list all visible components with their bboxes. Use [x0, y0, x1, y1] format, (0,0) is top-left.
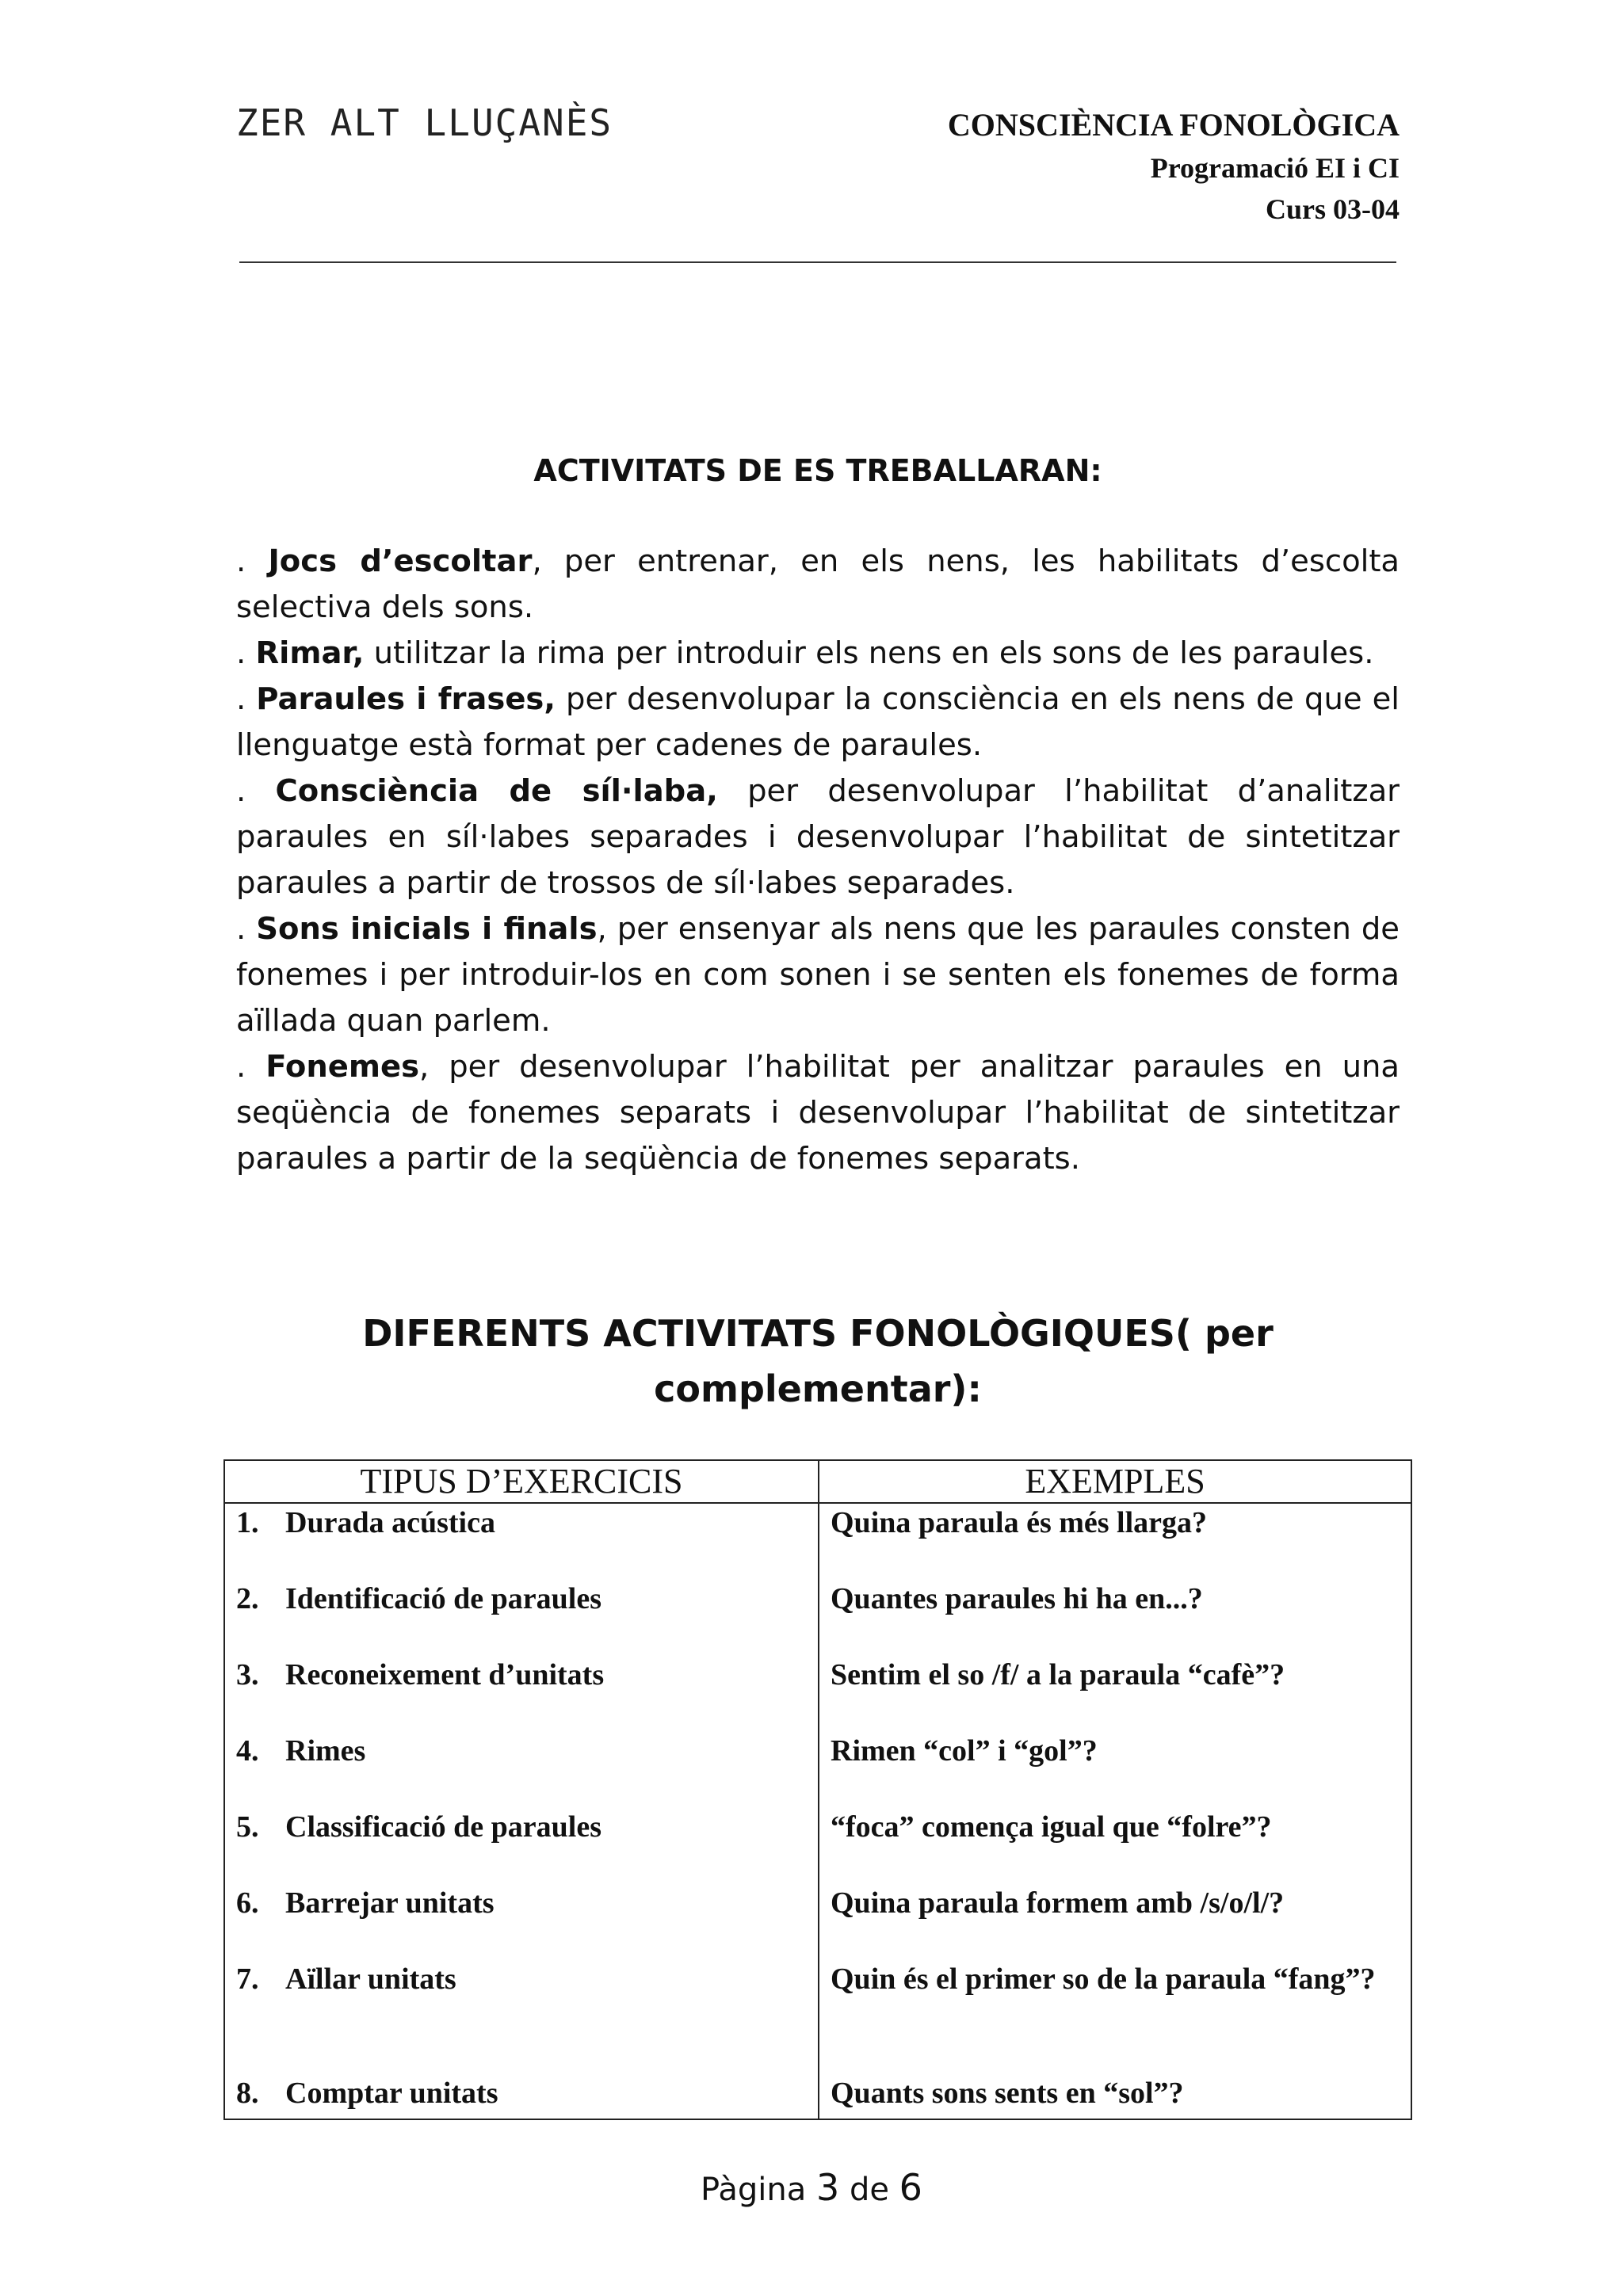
- activity-term: Jocs d’escoltar: [268, 543, 533, 579]
- activity-prefix: .: [236, 773, 276, 809]
- example-cell: Rimen “col” i “gol”?: [819, 1732, 1411, 1808]
- activity-item: [236, 1044, 1400, 1182]
- exercise-type: Classificació de paraules: [285, 1810, 601, 1844]
- row-number: 2.: [236, 1582, 259, 1615]
- row-number: 5.: [236, 1810, 259, 1844]
- exercise-type-cell: [224, 1656, 819, 1732]
- example-cell: Quin és el primer so de la paraula “fang”?: [819, 1960, 1411, 2074]
- activity-term: Fonemes: [265, 1049, 420, 1085]
- activity-description: , per ensenyar als nens que les paraules consten de fonemes i per introduir-los en com sonen i se senten els fonemes de forma aïllada quan parlem.: [236, 911, 1400, 1039]
- title-line-1: DIFERENTS ACTIVITATS FONOLÒGIQUES( per: [362, 1312, 1274, 1355]
- example-cell: Quina paraula formem amb /s/o/l/?: [819, 1884, 1411, 1960]
- row-number: 1.: [236, 1506, 259, 1539]
- exercise-type-cell: [224, 1808, 819, 1884]
- page-label: Pàgina: [701, 2172, 807, 2208]
- activity-term: Consciència de síl·laba,: [275, 773, 718, 809]
- row-number: 3.: [236, 1658, 259, 1691]
- exercise-type: Aïllar unitats: [285, 1962, 456, 1996]
- activity-term: Rimar,: [255, 635, 365, 671]
- activity-description: , per entrenar, en els nens, les habilitats d’escolta selectiva dels sons.: [236, 543, 1400, 625]
- exercise-type: Comptar unitats: [285, 2077, 498, 2110]
- exercise-type: Durada acústica: [285, 1506, 495, 1539]
- row-number: 6.: [236, 1886, 259, 1920]
- header-course: Curs 03-04: [1266, 193, 1400, 225]
- exercise-type-cell: [224, 1732, 819, 1808]
- table-row: [224, 1808, 1411, 1884]
- title-line-2: complementar):: [654, 1367, 982, 1410]
- row-number: 4.: [236, 1734, 259, 1768]
- example-cell: Quantes paraules hi ha en...?: [819, 1580, 1411, 1656]
- activity-term: Paraules i frases,: [256, 681, 556, 717]
- row-number: 7.: [236, 1962, 259, 1996]
- exercise-type-cell: [224, 2074, 819, 2119]
- activity-prefix: .: [236, 1049, 266, 1085]
- activity-term: Sons inicials i finals: [256, 911, 598, 947]
- header-organization: ZER ALT LLUÇANÈS: [236, 101, 613, 144]
- activity-description: per desenvolupar l’habilitat d’analitzar paraules en síl·labes separades i desenvolupar l’habilitat de sintetitzar paraules a partir de trossos de síl·labes separades.: [236, 773, 1400, 901]
- page-of-label: de: [849, 2172, 889, 2208]
- activity-prefix: .: [236, 911, 257, 947]
- activity-item: [236, 539, 1400, 631]
- header-examples: EXEMPLES: [819, 1460, 1411, 1503]
- example-cell: “foca” comença igual que “folre”?: [819, 1808, 1411, 1884]
- table-row: [224, 2074, 1411, 2119]
- header-divider: [239, 261, 1396, 263]
- table-row: [224, 1884, 1411, 1960]
- table-row: [224, 1960, 1411, 2074]
- exercise-type-cell: [224, 1884, 819, 1960]
- activity-item: [236, 906, 1400, 1044]
- activity-description: per desenvolupar la consciència en els nens de que el llenguatge està format per cadenes de paraules.: [236, 681, 1400, 763]
- activity-item: [236, 769, 1400, 906]
- page-number: 3: [815, 2166, 840, 2209]
- exercise-type-cell: [224, 1503, 819, 1580]
- header-info: [948, 103, 1400, 230]
- table-row: [224, 1656, 1411, 1732]
- activities-title: ACTIVITATS DE ES TREBALLARAN:: [533, 453, 1102, 488]
- header-subject: CONSCIÈNCIA FONOLÒGICA: [947, 107, 1400, 143]
- example-cell: Sentim el so /f/ a la paraula “cafè”?: [819, 1656, 1411, 1732]
- table-row: [224, 1580, 1411, 1656]
- activity-item: [236, 631, 1400, 677]
- exercise-type-cell: [224, 1580, 819, 1656]
- phonological-activities-title: [236, 1306, 1400, 1417]
- table-row: [224, 1732, 1411, 1808]
- exercises-table: [223, 1459, 1412, 2120]
- exercise-type: Rimes: [285, 1734, 366, 1768]
- exercise-type: Identificació de paraules: [285, 1582, 601, 1615]
- activity-prefix: .: [236, 543, 269, 579]
- activity-prefix: .: [236, 681, 257, 717]
- example-cell: Quina paraula és més llarga?: [819, 1503, 1411, 1580]
- activity-description: utilitzar la rima per introduir els nens en els sons de les paraules.: [364, 635, 1374, 671]
- page-total: 6: [899, 2166, 922, 2209]
- row-number: 8.: [236, 2077, 259, 2110]
- example-cell: Quants sons sents en “sol”?: [819, 2074, 1411, 2119]
- table-row: [224, 1503, 1411, 1580]
- exercise-type: Reconeixement d’unitats: [285, 1658, 605, 1691]
- activities-list: [236, 539, 1400, 1182]
- exercise-type: Barrejar unitats: [285, 1886, 495, 1920]
- exercise-type-cell: [224, 1960, 819, 2074]
- table-header-row: [224, 1460, 1411, 1503]
- header-exercise-types: TIPUS D’EXERCICIS: [224, 1460, 819, 1503]
- header-program: Programació EI i CI: [1150, 152, 1400, 184]
- page-footer: [0, 2166, 1623, 2209]
- activity-description: , per desenvolupar l’habilitat per analitzar paraules en una seqüència de fonemes separats i desenvolupar l’habilitat de sintetitzar paraules a partir de la seqüència de fonemes separats.: [236, 1049, 1400, 1177]
- activity-item: [236, 677, 1400, 769]
- activity-prefix: .: [236, 635, 256, 671]
